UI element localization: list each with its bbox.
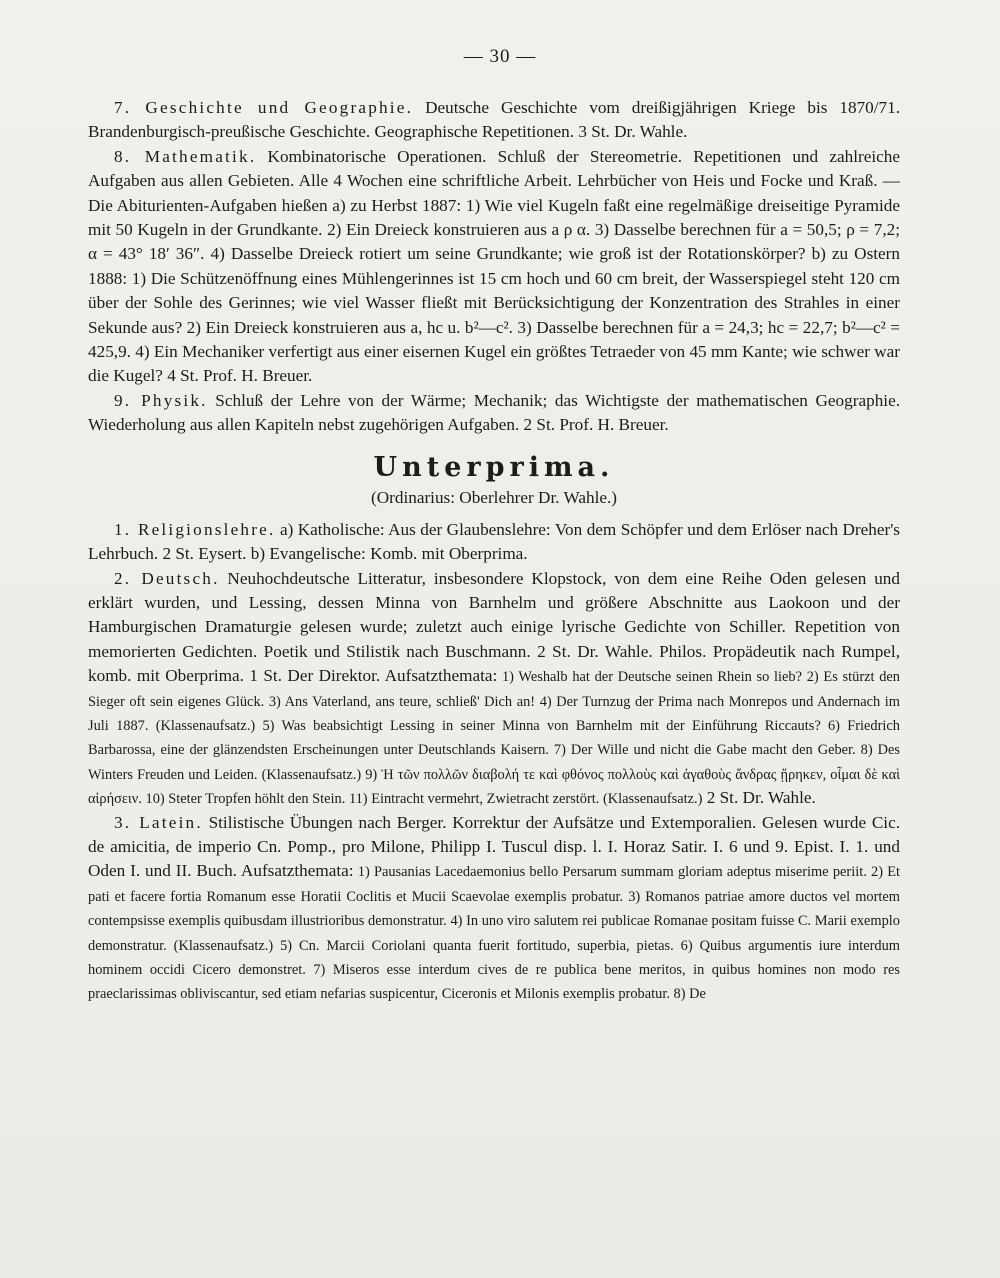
paragraph-physik — [88, 389, 900, 438]
class-subheading: (Ordinarius: Oberlehrer Dr. Wahle.) — [371, 487, 617, 507]
paragraph-mathematik — [88, 145, 900, 389]
section-text-physik: Schluß der Lehre von der Wärme; Mechanik; das Wichtigste der mathematischen Geographie. Wiederholung aus allen Kapiteln nebst zugehörigen Aufgaben. 2 St. Prof. H. Breuer. — [88, 390, 900, 435]
paragraph-religionslehre — [88, 518, 900, 567]
paragraph-geschichte — [88, 96, 900, 145]
section-text-geschichte: Deutsche Geschichte vom dreißigjährigen Kriege bis 1870/71. Brandenburgisch-preußische Geschichte. Geographische Repetitionen. 3 St. Dr. Wahle. — [88, 98, 901, 142]
section-tail-deutsch: 2 St. Dr. Wahle. — [702, 788, 816, 808]
class-heading: Unterprima. — [373, 451, 615, 483]
paragraph-latein — [88, 811, 900, 1006]
section-text-deutsch: Neuhochdeutsche Litteratur, insbesondere Klopstock, von dem eine Reihe Oden gelesen und erklärt wurden, und Lessing, dessen Minna von Barnhelm und größere Abschnitte aus Laokoon und der Hamburgischen Dramaturgie gelesen wurde; zuletzt auch einige lyrische Gedichte von Schiller. Repetition von memorierten Gedichten. Poetik und Stilistik nach Buschmann. 2 St. Dr. Wahle. Philos. Propädeutik nach Rumpel, komb. mit Oberprima. 1 St. Der Direktor. Aufsatzthemata: — [88, 568, 900, 686]
section-label-latein: 3. Latein. — [114, 812, 203, 832]
section-text-latein: Stilistische Übungen nach Berger. Korrektur der Aufsätze und Extemporalien. Gelesen wurde Cic. de amicitia, de imperio Cn. Pomp., pro Milone, Philipp I. Tuscul disp. l. I. Horaz Satir. I. 6 und 9. Epist. I. 1. und Oden I. und II. Buch. Aufsatzthemata: — [88, 812, 901, 881]
section-label-deutsch: 2. Deutsch. — [114, 568, 220, 588]
page-number: — 30 — — [463, 46, 537, 67]
section-label-geschichte: 7. Geschichte und Geographie. — [114, 98, 414, 117]
section-label-mathematik: 8. Mathematik. — [114, 146, 257, 166]
section-label-religionslehre: 1. Religionslehre. — [114, 519, 276, 539]
section-label-physik: 9. Physik. — [114, 390, 208, 410]
section-text-religionslehre: a) Katholische: Aus der Glaubenslehre: Von dem Schöpfer und dem Erlöser nach Dreher's Lehrbuch. 2 St. Eysert. b) Evangelische: Komb. mit Oberprima. — [88, 519, 900, 564]
section-text-mathematik: Kombinatorische Operationen. Schluß der Stereometrie. Repetitionen und zahlreiche Aufgaben aus allen Gebieten. Alle 4 Wochen eine schriftliche Arbeit. Lehrbücher von Heis und Focke und Kraß. — Die Abiturienten-Aufgaben hießen a) zu Herbst 1887: 1) Wie viel Kugeln faßt eine regelmäßige dreiseitige Pyramide mit 50 Kugeln in der Grundkante. 2) Ein Dreieck konstruieren aus a ρ α. 3) Dasselbe berechnen für a = 50,5; ρ = 7,2; α = 43° 18′ 36″. 4) Dasselbe Dreieck rotiert um seine Grundkante; wie groß ist der Rotationskörper? b) zu Ostern 1888: 1) Die Schützenöffnung eines Mühlengerinnes ist 15 cm hoch und 60 cm breit, der Wasserspiegel steht 120 cm über der Sohle des Gerinnes; wie viel Wasser fließt mit Berücksichtigung der Konzentration des Strahles in einer Sekunde aus? 2) Ein Dreieck konstruieren aus a, hc u. b²—c². 3) Dasselbe berechnen für a = 24,3; hc = 22,7; b²—c² = 425,9. 4) Ein Mechaniker verfertigt aus einer eisernen Kugel ein größtes Tetraeder von 45 mm Kante; wie schwer war die Kugel? 4 St. Prof. H. Breuer. — [88, 146, 900, 386]
paragraph-deutsch — [88, 567, 900, 811]
essay-topics-latein: 1) Pausanias Lacedaemonius bello Persarum summam gloriam adeptus miserime periit. 2) Et pati et facere fortia Romanum esse Horatii Coclitis et Mucii Scaevolae exemplis probatur. 3) Romanos patriae amore ductos vel mortem contempsisse exemplis quibusdam illustrioribus demonstratur. 4) In uno viro salutem rei publicae Romanae positam fuisse C. Marii exemplo demonstratur. (Klassenaufsatz.) 5) Cn. Marcii Coriolani quanta fuerit fortitudo, superbia, pietas. 6) Quibus argumentis iure interdum hominem occidi Cicero demonstret. 7) Miseros esse interdum cives de re publica bene meritos, in quibus homines non modo res praeclarissimas obliviscantur, sed etiam nefarias suspicentur, Ciceronis et Milonis exemplis probatur. 8) De — [88, 864, 900, 1003]
page-body — [88, 96, 900, 1006]
essay-topics-deutsch: 1) Weshalb hat der Deutsche seinen Rhein so lieb? 2) Es stürzt den Sieger oft sein eigenes Glück. 3) Ans Vaterland, ans teure, schließ' Dich an! 4) Der Turnzug der Prima nach Monrepos und Andernach im Juli 1887. (Klassenaufsatz.) 5) Was beabsichtigt Lessing in seiner Minna von Barnhelm mit der Einführung Riccauts? 6) Friedrich Barbarossa, eine der glänzendsten Erscheinungen unter Deutschlands Kaisern. 7) Der Wille und nicht die Gabe macht den Geber. 8) Des Winters Freuden und Leiden. (Klassenaufsatz.) 9) Ἡ τῶν πολλῶν διαβολή τε καὶ φθόνος πολλοὺς καὶ ἀγαθοὺς ἄνδρας ᾕρηκεν, οἶμαι δὲ καὶ αἱρήσειν. 10) Steter Tropfen höhlt den Stein. 11) Eintracht vermehrt, Zwietracht zerstört. (Klassenaufsatz.) — [88, 669, 900, 808]
